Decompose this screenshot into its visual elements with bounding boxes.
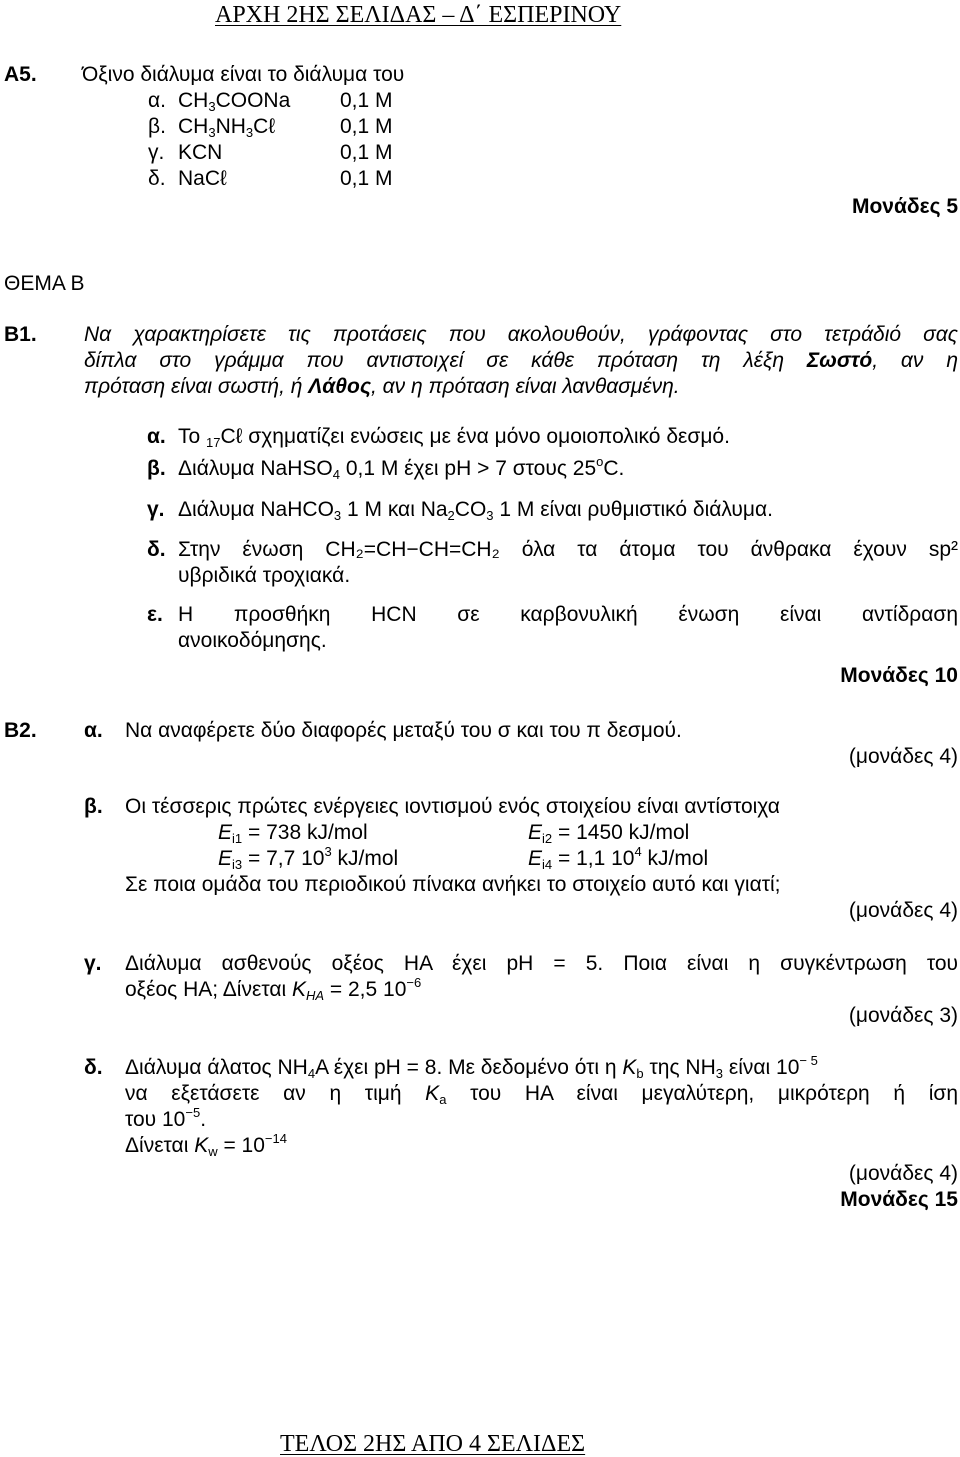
- page-header: ΑΡΧΗ 2ΗΣ ΣΕΛΙΔΑΣ – Δ΄ ΕΣΠΕΡΙΝΟΥ: [215, 2, 622, 28]
- question-label-b1: Β1.: [4, 323, 37, 346]
- option-formula: $CH_3COONa$: [178, 89, 291, 114]
- marks-b2-a: (μονάδες 4): [848, 745, 958, 768]
- marks-b2-total: Μονάδες 15: [840, 1188, 958, 1211]
- item-letter: β.: [147, 457, 166, 480]
- statement-d-line-1: Στην ένωση CH₂=CH−CH=CH₂ όλα τα άτομα του άνθρακα έχουν sp²: [178, 538, 958, 561]
- statement-e-line-1: Η προσθήκη HCN σε καρβονυλική ένωση είναι αντίδραση: [178, 603, 958, 626]
- item-letter: δ.: [147, 538, 166, 561]
- question-label-b2: Β2.: [4, 719, 37, 742]
- statement-c: Διάλυμα NaHCO$_3$ 1 M και $Na_2CO_3$ 1 M είναι ρυθμιστικό διάλυμα.: [178, 498, 773, 523]
- statement-b: Διάλυμα NaHSO$_4$ 0,1 M έχει pH > 7 στους 25$^o$C.: [178, 454, 625, 482]
- option-concentration: 0,1 M: [340, 141, 393, 164]
- b2-c-line-2: οξέος ΗΑ; Δίνεται $K_{HA} = 2,5$ $10^{-6}$: [125, 975, 422, 1003]
- b2-b-text: Οι τέσσερις πρώτες ενέργειες ιοντισμού ενός στοιχείου είναι αντίστοιχα: [125, 795, 780, 818]
- ionization-energy-3: $E_{i3} = 7,7$ $10^3$ kJ/mol: [218, 844, 399, 872]
- option-letter: β.: [148, 115, 166, 138]
- statement-d-line-2: υβριδικά τροχιακά.: [178, 564, 351, 587]
- option-letter: γ.: [148, 141, 165, 164]
- item-letter: β.: [84, 795, 103, 818]
- ionization-energy-2: $E_{i2} = 1450$ kJ/mol: [528, 821, 690, 846]
- b2-b-question: Σε ποια ομάδα του περιοδικού πίνακα ανήκει το στοιχείο αυτό και γιατί;: [125, 873, 781, 896]
- option-concentration: 0,1 M: [340, 89, 393, 112]
- b1-intro-line-3: πρόταση είναι σωστή, ή Λάθος, αν η πρόταση είναι λανθασμένη.: [84, 375, 680, 398]
- b2-d-line-4: Δίνεται $K_w = 10^{-14}$: [125, 1131, 287, 1159]
- option-formula: NaCℓ: [178, 167, 227, 190]
- b2-a-text: Να αναφέρετε δύο διαφορές μεταξύ του σ και του π δεσμού.: [125, 719, 682, 742]
- b2-d-line-3: του $10^{-5}$.: [125, 1105, 207, 1131]
- marks-a5: Μονάδες 5: [851, 195, 958, 218]
- b2-d-line-2: να εξετάσετε αν η τιμή $K_a$ του ΗΑ είναι μεγαλύτερη, μικρότερη ή ίση: [125, 1082, 958, 1107]
- item-letter: α.: [147, 425, 166, 448]
- marks-b1: Μονάδες 10: [840, 664, 958, 687]
- ionization-energy-1: $E_{i1} = 738$ kJ/mol: [218, 821, 368, 846]
- page-footer: ΤΕΛΟΣ 2ΗΣ ΑΠΟ 4 ΣΕΛΙΔΕΣ: [280, 1431, 586, 1457]
- statement-a: Το $_{17}$Cℓ σχηματίζει ενώσεις με ένα μόνο ομοιοπολικό δεσμό.: [178, 425, 730, 450]
- b2-d-line-1: Διάλυμα άλατος $NH_4A$ έχει pH = 8. Με δεδομένο ότι η $K_b$ της $NH_3$ είναι $10^{- 5}$: [125, 1053, 818, 1081]
- ionization-energy-4: $E_{i4} = 1,1$ $10^4$ kJ/mol: [528, 844, 709, 872]
- marks-b2-d: (μονάδες 4): [848, 1162, 958, 1185]
- option-letter: δ.: [148, 167, 166, 190]
- option-concentration: 0,1 M: [340, 115, 393, 138]
- item-letter: γ.: [147, 498, 165, 521]
- question-label-a5: Α5.: [4, 63, 37, 86]
- option-formula: KCN: [178, 141, 223, 164]
- option-formula: $CH_3NH_3C\ell$: [178, 115, 276, 140]
- marks-b2-c: (μονάδες 3): [848, 1004, 958, 1027]
- item-letter: ε.: [147, 603, 163, 626]
- item-letter: δ.: [84, 1056, 103, 1079]
- item-letter: γ.: [84, 952, 102, 975]
- question-text-a5: Όξινο διάλυμα είναι το διάλυμα του: [82, 63, 405, 86]
- statement-e-line-2: ανοικοδόμησης.: [178, 629, 327, 652]
- b1-intro-line-1: Να χαρακτηρίσετε τις προτάσεις που ακολουθούν, γράφοντας στο τετράδιό σας: [84, 323, 958, 346]
- option-concentration: 0,1 M: [340, 167, 393, 190]
- marks-b2-b: (μονάδες 4): [848, 899, 958, 922]
- b1-intro-line-2: δίπλα στο γράμμα που αντιστοιχεί σε κάθε πρόταση τη λέξη Σωστό, αν η: [84, 349, 958, 372]
- b2-c-line-1: Διάλυμα ασθενούς οξέος ΗΑ έχει pH = 5. Ποια είναι η συγκέντρωση του: [125, 952, 958, 975]
- section-title: ΘΕΜΑ Β: [4, 272, 85, 295]
- option-letter: α.: [148, 89, 166, 112]
- item-letter: α.: [84, 719, 103, 742]
